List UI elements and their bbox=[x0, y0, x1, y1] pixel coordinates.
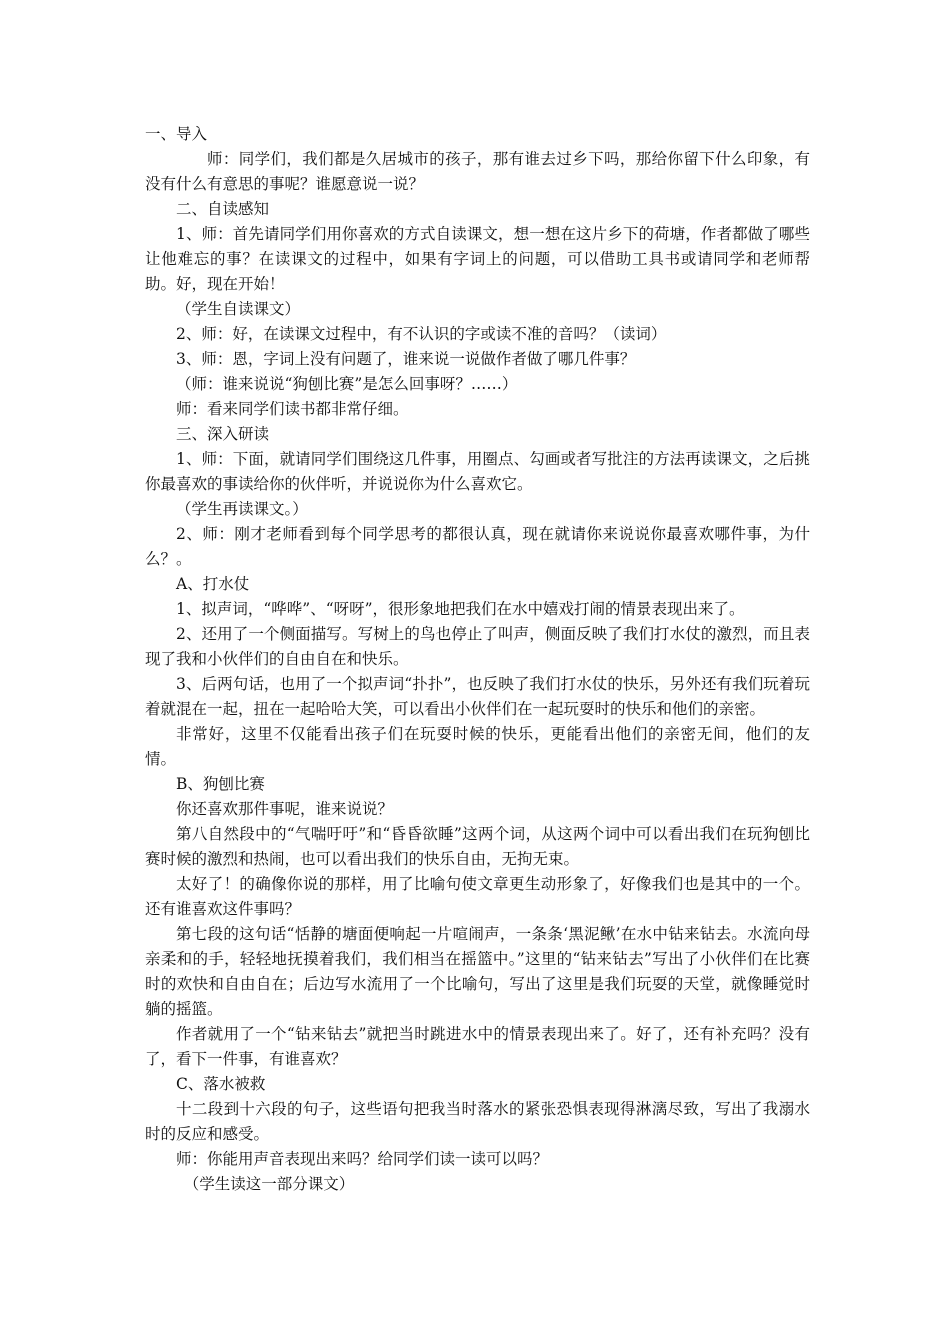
paragraph: （师：谁来说说“狗刨比赛”是怎么回事呀？……） bbox=[176, 375, 518, 393]
paragraph: A、打水仗 bbox=[176, 575, 250, 593]
paragraph: 师：看来同学们读书都非常仔细。 bbox=[176, 400, 409, 418]
paragraph: 三、深入研读 bbox=[176, 425, 270, 443]
paragraph: 十二段到十六段的句子，这些语句把我当时落水的紧张恐惧表现得淋漓尽致，写出了我溺水时的反应和感受。 bbox=[145, 1100, 810, 1143]
paragraph: 非常好，这里不仅能看出孩子们在玩耍时候的快乐，更能看出他们的亲密无间，他们的友情。 bbox=[145, 725, 810, 768]
paragraph: B、狗刨比赛 bbox=[176, 775, 265, 793]
paragraph: 太好了！的确像你说的那样，用了比喻句使文章更生动形象了，好像我们也是其中的一个。还有谁喜欢这件事吗？ bbox=[145, 875, 810, 918]
paragraph: （学生读这一部分课文） bbox=[183, 1175, 355, 1193]
paragraph: 3、后两句话，也用了一个拟声词“扑扑”，也反映了我们打水仗的快乐，另外还有我们玩着玩着就混在一起，扭在一起哈哈大笑，可以看出小伙伴们在一起玩耍时的快乐和他们的亲密。 bbox=[145, 675, 810, 718]
paragraph: 师：你能用声音表现出来吗？给同学们读一读可以吗？ bbox=[176, 1150, 549, 1168]
paragraph: 2、还用了一个侧面描写。写树上的鸟也停止了叫声，侧面反映了我们打水仗的激烈，而且表现了我和小伙伴们的自由自在和快乐。 bbox=[145, 625, 810, 668]
paragraph: 1、拟声词，“哗哗”、“呀呀”，很形象地把我们在水中嬉戏打闹的情景表现出来了。 bbox=[176, 600, 745, 618]
paragraph: 二、自读感知 bbox=[176, 200, 270, 218]
paragraph: 作者就用了一个“钻来钻去”就把当时跳进水中的情景表现出来了。好了，还有补充吗？没有了，看下一件事，有谁喜欢？ bbox=[145, 1025, 810, 1068]
paragraph: C、落水被救 bbox=[176, 1075, 266, 1093]
paragraph: 师：同学们，我们都是久居城市的孩子，那有谁去过乡下吗，那给你留下什么印象，有没有什么有意思的事呢？谁愿意说一说？ bbox=[145, 150, 810, 193]
paragraph: 你还喜欢那件事呢，谁来说说？ bbox=[176, 800, 394, 818]
paragraph: 第七段的这句话“恬静的塘面便响起一片喧闹声，一条条‘黑泥鳅’在水中钻来钻去。水流向母亲柔和的手，轻轻地抚摸着我们，我们相当在摇篮中。”这里的“钻来钻去”写出了小伙伴们在比赛时的欢快和自由自在；后边写水流用了一个比喻句，写出了这里是我们玩耍的天堂，就像睡觉时躺的摇篮。 bbox=[145, 925, 810, 1018]
paragraph: 3、师：恩，字词上没有问题了，谁来说一说做作者做了哪几件事？ bbox=[176, 350, 636, 368]
paragraph: （学生自读课文） bbox=[176, 300, 301, 318]
paragraph: 2、师：好，在读课文过程中，有不认识的字或读不准的音吗？（读词） bbox=[176, 325, 667, 343]
paragraph: （学生再读课文。） bbox=[176, 500, 308, 518]
paragraph: 一、导入 bbox=[145, 125, 208, 143]
paragraph: 1、师：首先请同学们用你喜欢的方式自读课文，想一想在这片乡下的荷塘，作者都做了哪些让他难忘的事？在读课文的过程中，如果有字词上的问题，可以借助工具书或请同学和老师帮助。好，现在开始！ bbox=[145, 225, 810, 293]
paragraph: 2、师：刚才老师看到每个同学思考的都很认真，现在就请你来说说你最喜欢哪件事，为什么？。 bbox=[145, 525, 810, 568]
paragraph: 第八自然段中的“气喘吁吁”和“昏昏欲睡”这两个词，从这两个词中可以看出我们在玩狗刨比赛时候的激烈和热闹，也可以看出我们的快乐自由，无拘无束。 bbox=[145, 825, 810, 868]
paragraph: 1、师：下面，就请同学们围绕这几件事，用圈点、勾画或者写批注的方法再读课文，之后挑你最喜欢的事读给你的伙伴听，并说说你为什么喜欢它。 bbox=[145, 450, 810, 493]
document-body bbox=[145, 122, 810, 1197]
